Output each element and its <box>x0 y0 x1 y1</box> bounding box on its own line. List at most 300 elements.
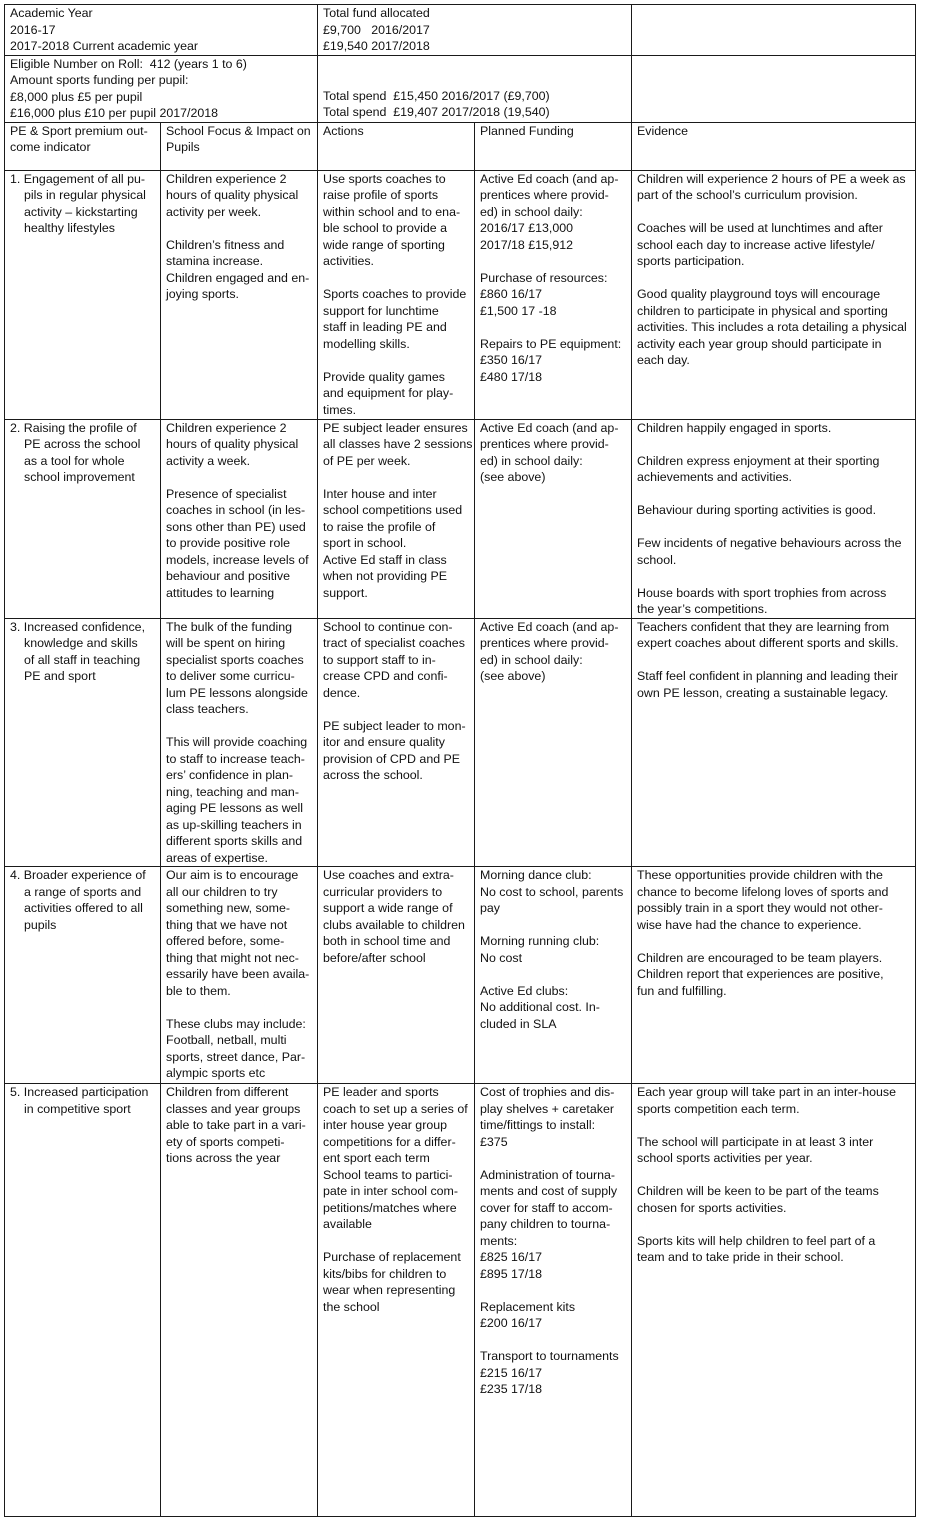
column-header-row <box>5 122 916 170</box>
paragraph <box>637 1134 910 1167</box>
text-line: Our aim is to encourage <box>166 868 299 882</box>
text-line: knowledge and skills <box>24 636 138 650</box>
text-line: Amount sports funding per pupil: <box>10 73 189 87</box>
cell-funding <box>475 618 632 867</box>
text-line: PE leader and sports <box>323 1085 439 1099</box>
text-line: This will provide coaching <box>166 735 308 749</box>
text-line: of all staff in teaching <box>24 652 141 667</box>
text-line: These opportunities provide children with the <box>637 868 883 882</box>
text-line: children to participate in physical and sporting <box>637 303 888 318</box>
text-line: 3. Increased confidence, <box>10 619 146 634</box>
paragraph <box>637 1084 910 1117</box>
cell-indicator <box>5 170 161 419</box>
paragraph <box>637 619 910 652</box>
paragraph-spacer <box>323 701 469 718</box>
text-line: tions across the year <box>166 1151 281 1165</box>
cell-actions <box>318 419 475 618</box>
paragraph-spacer <box>637 1117 910 1134</box>
text-line: the year’s competitions. <box>637 602 768 616</box>
paragraph-spacer <box>480 1150 626 1167</box>
paragraph-spacer <box>480 917 626 934</box>
paragraph-spacer <box>166 999 312 1016</box>
text-line: Children express enjoyment at their sporting <box>637 453 880 468</box>
text-line: 2016-17 <box>10 22 56 37</box>
text-line: Sports coaches to provide <box>323 287 467 301</box>
paragraph <box>637 585 910 618</box>
text-line: Morning running club: <box>480 934 600 948</box>
cell-focus <box>161 867 318 1084</box>
paragraph-spacer <box>480 253 626 270</box>
paragraph <box>637 950 910 1000</box>
paragraph-spacer <box>480 1332 626 1349</box>
paragraph <box>323 718 469 784</box>
paragraph <box>166 486 312 602</box>
text-line: to staff to increase teach- <box>166 751 305 766</box>
text-line: £375 <box>480 1134 508 1149</box>
text-line: within school and to ena- <box>323 204 461 219</box>
text-line: Morning dance club: <box>480 868 592 882</box>
text-line: Eligible Number on Roll: 412 (years 1 to 6) <box>10 56 247 71</box>
cell-actions <box>318 1084 475 1517</box>
text-line: Children engaged and en- <box>166 270 310 285</box>
text-line: offered before, some- <box>166 934 285 948</box>
text-line: clubs available to children <box>323 917 465 932</box>
paragraph <box>637 453 910 486</box>
text-line: Purchase of resources: <box>480 270 608 285</box>
text-line: sons other than PE) used <box>166 519 306 534</box>
cell-funding <box>475 1084 632 1517</box>
paragraph-spacer <box>480 966 626 983</box>
text-line: activities. <box>323 254 374 268</box>
cell-funding <box>475 419 632 618</box>
paragraph <box>480 1299 626 1332</box>
text-line: pupils <box>24 917 57 932</box>
table-row <box>5 1084 916 1517</box>
text-line: Total spend £15,450 2016/2017 (£9,700) <box>323 88 550 103</box>
text-line: cluded in SLA <box>480 1016 557 1031</box>
text-line: across the school. <box>323 768 423 782</box>
text-line: behaviour and positive <box>166 569 290 583</box>
cell-funding <box>475 170 632 419</box>
paragraph-spacer <box>166 469 312 486</box>
text-line: 5. Increased participation <box>10 1085 149 1099</box>
paragraph <box>480 933 626 966</box>
text-line: tract of specialist coaches <box>323 636 465 650</box>
text-line: PE & Sport premium out- <box>10 123 148 138</box>
text-line: These clubs may include: <box>166 1016 306 1031</box>
text-line: ed) in school daily: <box>480 453 583 468</box>
text-line: the school <box>323 1299 380 1314</box>
text-line: hours of quality physical <box>166 437 299 451</box>
cell-actions <box>318 618 475 867</box>
text-line: competitions for a differ- <box>323 1134 456 1149</box>
paragraph <box>480 1348 626 1398</box>
text-line: before/after school <box>323 950 426 965</box>
text-line: itor and ensure quality <box>323 735 445 749</box>
cell-indicator <box>5 1084 161 1517</box>
header-funding <box>475 122 632 170</box>
paragraph-spacer <box>323 270 469 287</box>
text-line: activities offered to all <box>24 901 143 915</box>
text-line: ed) in school daily: <box>480 652 583 667</box>
paragraph <box>637 171 910 204</box>
paragraph <box>480 1084 626 1150</box>
text-line: PE subject leader ensures <box>323 420 468 435</box>
text-line: areas of expertise. <box>166 850 268 865</box>
text-line: Children will be keen to be part of the teams <box>637 1184 879 1198</box>
text-line: Coaches will be used at lunchtimes and after <box>637 221 883 235</box>
text-line: inter house year group <box>323 1118 448 1132</box>
text-line: ments and cost of supply <box>480 1184 618 1198</box>
text-line: The bulk of the funding <box>166 619 293 634</box>
table-row <box>5 618 916 867</box>
paragraph-spacer <box>637 933 910 950</box>
text-line: pay <box>480 901 500 915</box>
paragraph-spacer <box>637 486 910 503</box>
text-line: No cost <box>480 950 523 965</box>
text-line: Children are encouraged to be team players. <box>637 950 883 965</box>
text-line: £9,700 2016/2017 <box>323 22 430 37</box>
text-line: of PE per week. <box>323 453 411 468</box>
total-spend-cell <box>318 55 632 122</box>
text-line: £8,000 plus £5 per pupil <box>10 89 143 104</box>
empty-cell <box>632 5 916 56</box>
paragraph <box>166 734 312 866</box>
paragraph <box>637 220 910 270</box>
text-line: Active Ed staff in class <box>323 552 447 567</box>
text-line: Few incidents of negative behaviours across the <box>637 536 902 550</box>
text-line: curricular providers to <box>323 884 443 899</box>
text-line: activity each year group should participate in <box>637 336 882 351</box>
paragraph <box>323 1084 469 1233</box>
text-line: sports participation. <box>637 254 745 268</box>
paragraph-spacer <box>637 436 910 453</box>
table-row <box>5 867 916 1084</box>
text-line: Each year group will take part in an inter-house <box>637 1085 896 1099</box>
text-line: joying sports. <box>166 287 240 301</box>
text-line: 4. Broader experience of <box>10 868 146 882</box>
text-line: Planned Funding <box>480 123 574 138</box>
paragraph <box>637 668 910 701</box>
text-line: class teachers. <box>166 702 249 716</box>
text-line: Inter house and inter <box>323 486 437 501</box>
paragraph-spacer <box>480 319 626 336</box>
paragraph <box>166 1084 312 1167</box>
text-line: when not providing PE <box>323 569 448 583</box>
paragraph-spacer <box>166 220 312 237</box>
text-line: part of the school’s curriculum provision. <box>637 188 858 202</box>
text-line: Cost of trophies and dis- <box>480 1085 615 1099</box>
text-line: £350 16/17 <box>480 353 543 367</box>
text-line: sports competition each term. <box>637 1101 800 1116</box>
text-line: 2. Raising the profile of <box>10 420 137 435</box>
text-line: school competitions used <box>323 503 463 517</box>
paragraph <box>480 336 626 386</box>
text-line: £480 17/18 <box>480 369 543 384</box>
text-line: £1,500 17 -18 <box>480 303 557 318</box>
text-line: achievements and activities. <box>637 470 792 484</box>
text-line: Repairs to PE equipment: <box>480 336 622 351</box>
text-line: wear when representing <box>323 1283 456 1297</box>
text-line: ble school to provide a <box>323 221 448 235</box>
text-line: as a tool for whole <box>24 453 125 468</box>
text-line: Staff feel confident in planning and leading their <box>637 669 898 683</box>
cell-evidence <box>632 170 916 419</box>
text-line: Administration of tourna- <box>480 1167 615 1182</box>
text-line: a range of sports and <box>24 884 142 899</box>
text-line: House boards with sport trophies from across <box>637 585 887 600</box>
paragraph <box>166 237 312 303</box>
text-line: PE and sport <box>24 669 96 683</box>
cell-evidence <box>632 419 916 618</box>
cell-evidence <box>632 867 916 1084</box>
text-line: ble to them. <box>166 983 231 998</box>
text-line: support a wide range of <box>323 901 453 915</box>
text-line: cover for staff to accom- <box>480 1200 613 1215</box>
text-line: sports, street dance, Par- <box>166 1049 306 1064</box>
text-line: pils in regular physical <box>24 188 146 202</box>
paragraph-spacer <box>637 568 910 585</box>
fund-allocated-cell <box>318 5 632 56</box>
text-line: 1. Engagement of all pu- <box>10 171 146 186</box>
cell-indicator <box>5 618 161 867</box>
text-line: Evidence <box>637 123 688 138</box>
text-line: School Focus & Impact on <box>166 123 311 138</box>
text-line: ent sport each term <box>323 1151 430 1165</box>
table-row <box>5 419 916 618</box>
text-line: aging PE lessons as well <box>166 801 304 815</box>
text-line: to provide positive role <box>166 536 290 550</box>
text-line: school improvement <box>24 470 135 484</box>
text-line: Academic Year <box>10 6 93 20</box>
text-line: chance to become lifelong loves of sports and <box>637 884 889 899</box>
header-actions <box>318 122 475 170</box>
text-line: No cost to school, parents <box>480 884 624 899</box>
text-line: Replacement kits <box>480 1299 576 1314</box>
text-line: £200 16/17 <box>480 1316 543 1330</box>
text-line: Purchase of replacement <box>323 1250 461 1264</box>
text-line: in competitive sport <box>24 1101 131 1116</box>
text-line: school each day to increase active lifestyle/ <box>637 237 875 252</box>
paragraph <box>323 171 469 270</box>
text-line: will be spent on hiring <box>166 636 286 650</box>
text-line: something new, some- <box>166 901 290 915</box>
text-line: PE subject leader to mon- <box>323 718 466 733</box>
text-line: provision of CPD and PE <box>323 751 461 766</box>
text-line: healthy lifestyles <box>24 221 115 235</box>
cell-focus <box>161 170 318 419</box>
text-line: Children report that experiences are positive, <box>637 967 884 981</box>
paragraph <box>166 867 312 999</box>
cell-focus <box>161 419 318 618</box>
text-line: alympic sports etc <box>166 1066 266 1080</box>
text-line: stamina increase. <box>166 254 264 268</box>
cell-indicator <box>5 419 161 618</box>
text-line: activity a week. <box>166 453 251 468</box>
eligible-roll-cell <box>5 55 318 122</box>
text-line: ning, teaching and man- <box>166 784 299 799</box>
text-line: lum PE lessons alongside <box>166 685 308 700</box>
text-line: ed) in school daily: <box>480 204 583 219</box>
cell-actions <box>318 867 475 1084</box>
paragraph <box>637 867 910 933</box>
text-line: £860 16/17 <box>480 287 543 301</box>
paragraph <box>323 486 469 602</box>
text-line: raise profile of sports <box>323 188 439 202</box>
cell-focus <box>161 1084 318 1517</box>
cell-focus <box>161 618 318 867</box>
text-line: (see above) <box>480 669 546 683</box>
table-row <box>5 170 916 419</box>
text-line: chosen for sports activities. <box>637 1200 787 1215</box>
text-line: Active Ed clubs: <box>480 983 569 998</box>
paragraph-spacer <box>637 1216 910 1233</box>
cell-indicator <box>5 867 161 1084</box>
text-line: wide range of sporting <box>323 237 445 252</box>
text-line: fun and fulfilling. <box>637 983 727 998</box>
text-line: staff in leading PE and <box>323 320 447 334</box>
text-line: Behaviour during sporting activities is good. <box>637 503 877 517</box>
text-line: to deliver some curricu- <box>166 669 295 683</box>
paragraph <box>637 502 910 519</box>
text-line: Total fund allocated <box>323 6 430 20</box>
paragraph <box>637 1233 910 1266</box>
header-indicator <box>5 122 161 170</box>
text-line: both in school time and <box>323 934 451 948</box>
text-line: all our children to try <box>166 884 278 899</box>
text-line: crease CPD and confi- <box>323 669 448 683</box>
paragraph <box>637 420 910 437</box>
text-line: time/fittings to install: <box>480 1118 596 1132</box>
paragraph <box>480 983 626 1033</box>
paragraph <box>637 535 910 568</box>
text-line: £825 16/17 <box>480 1250 543 1264</box>
text-line: PE across the school <box>24 437 141 451</box>
text-line: coach to set up a series of <box>323 1101 468 1116</box>
text-line: hours of quality physical <box>166 188 299 202</box>
text-line: sport in school. <box>323 536 407 550</box>
paragraph-spacer <box>323 352 469 369</box>
summary-row-academic-year <box>5 5 916 56</box>
text-line: school sports activities per year. <box>637 1151 813 1165</box>
text-line: different sports skills and <box>166 834 303 848</box>
paragraph-spacer <box>637 652 910 669</box>
text-line: Active Ed coach (and ap- <box>480 171 619 186</box>
text-line: Teachers confident that they are learning from <box>637 619 890 634</box>
text-line: to support staff to in- <box>323 652 436 667</box>
text-line: times. <box>323 402 357 417</box>
text-line: Sports kits will help children to feel part of a <box>637 1233 876 1248</box>
paragraph <box>323 619 469 702</box>
text-line: £19,540 2017/2018 <box>323 39 430 53</box>
header-evidence <box>632 122 916 170</box>
text-line: activity per week. <box>166 204 262 219</box>
text-line: prentices where provid- <box>480 636 609 650</box>
paragraph-spacer <box>637 519 910 536</box>
text-line: activity – kickstarting <box>24 204 138 219</box>
text-line: Transport to tournaments <box>480 1349 619 1363</box>
paragraph <box>166 420 312 470</box>
text-line: No additional cost. In- <box>480 1000 600 1014</box>
paragraph-spacer <box>480 1282 626 1299</box>
text-line: thing that we have not <box>166 917 288 932</box>
cell-actions <box>318 170 475 419</box>
paragraph-spacer <box>166 718 312 735</box>
text-line: £895 17/18 <box>480 1266 543 1281</box>
text-line: Children experience 2 <box>166 171 287 186</box>
cell-funding <box>475 867 632 1084</box>
text-line: team and to take pride in their school. <box>637 1250 844 1264</box>
paragraph <box>480 619 626 685</box>
text-line: specialist sports coaches <box>166 652 304 667</box>
text-line: Football, netball, multi <box>166 1033 287 1047</box>
text-line: all classes have 2 sessions <box>323 437 473 451</box>
paragraph <box>323 867 469 966</box>
paragraph <box>323 420 473 470</box>
text-line: Active Ed coach (and ap- <box>480 420 619 435</box>
text-line: kits/bibs for children to <box>323 1266 447 1281</box>
text-line: thing that might not nec- <box>166 950 299 965</box>
text-line: available <box>323 1217 372 1231</box>
text-line: pany children to tourna- <box>480 1217 611 1231</box>
text-line: Children’s fitness and <box>166 237 285 252</box>
text-line: support for lunchtime <box>323 303 439 318</box>
paragraph <box>480 1167 626 1283</box>
paragraph <box>166 619 312 718</box>
text-line: as up-skilling teachers in <box>166 817 302 832</box>
paragraph <box>323 369 469 419</box>
text-line: coaches in school (in les- <box>166 503 306 517</box>
text-line: Presence of specialist <box>166 486 287 501</box>
text-line: 2017/18 £15,912 <box>480 237 574 252</box>
academic-year-cell <box>5 5 318 56</box>
text-line: dence. <box>323 685 361 700</box>
paragraph <box>480 270 626 320</box>
text-line: £215 16/17 <box>480 1365 543 1380</box>
text-line: prentices where provid- <box>480 437 609 451</box>
paragraph-spacer <box>637 204 910 221</box>
text-line: 2017-2018 Current academic year <box>10 39 199 53</box>
text-line: expert coaches about different sports and skills. <box>637 636 899 650</box>
text-line: wise have had the chance to experience. <box>637 917 862 932</box>
text-line: (see above) <box>480 470 546 484</box>
text-line: Children from different <box>166 1085 289 1099</box>
paragraph-spacer <box>323 1233 469 1250</box>
text-line: Use sports coaches to <box>323 171 446 186</box>
paragraph <box>637 1183 910 1216</box>
text-line: come indicator <box>10 140 91 154</box>
text-line: attitudes to learning <box>166 585 275 600</box>
text-line: possibly train in a sport they would not other- <box>637 901 883 915</box>
text-line: activities. This includes a rota detailing a physical <box>637 320 907 334</box>
paragraph <box>637 286 910 369</box>
text-line: Actions <box>323 123 364 138</box>
paragraph-spacer <box>637 1167 910 1184</box>
text-line: able to take part in a vari- <box>166 1118 306 1132</box>
empty-cell <box>632 55 916 122</box>
text-line: play shelves + caretaker <box>480 1101 614 1116</box>
text-line: own PE lesson, creating a sustainable legacy. <box>637 685 889 700</box>
paragraph <box>323 1249 469 1315</box>
text-line: The school will participate in at least 3 inter <box>637 1134 874 1149</box>
text-line: to raise the profile of <box>323 519 436 534</box>
paragraph <box>323 286 469 352</box>
text-line: Use coaches and extra- <box>323 868 454 882</box>
text-line: essarily have been availa- <box>166 967 310 981</box>
paragraph <box>480 867 626 917</box>
text-line: models, increase levels of <box>166 552 309 567</box>
text-line: prentices where provid- <box>480 188 609 202</box>
